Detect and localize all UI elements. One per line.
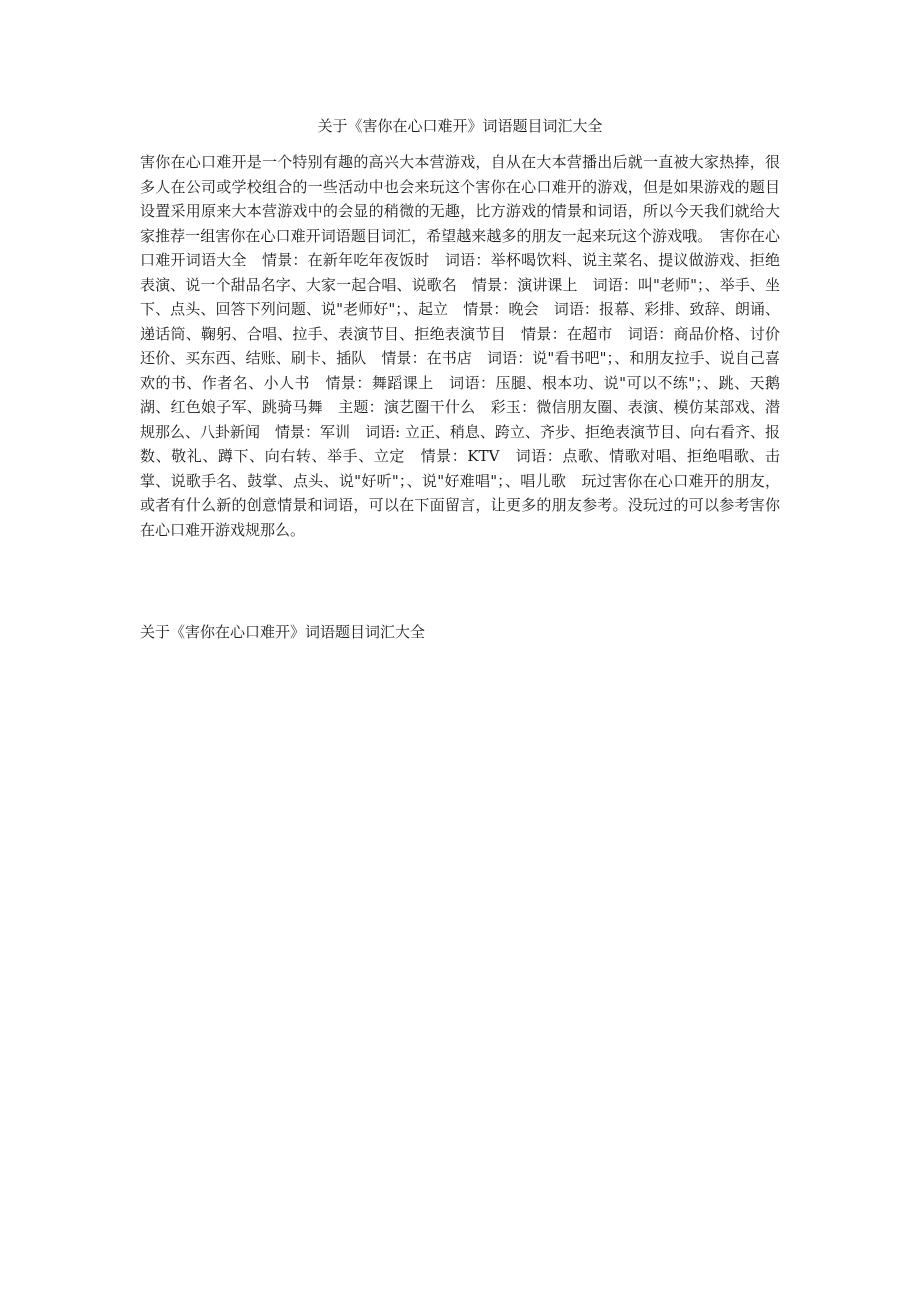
document-body-paragraph: 害你在心口难开是一个特别有趣的高兴大本营游戏，自从在大本营播出后就一直被大家热捧，很多人在公司或学校组合的一些活动中也会来玩这个害你在心口难开的游戏，但是如果游戏的题目设置采用原来大本营游戏中的会显的稍微的无趣，比方游戏的情景和词语，所以今天我们就给大家推荐一组害你在心口难开词语题目词汇，希望越来越多的朋友一起来玩这个游戏哦。 害你在心口难开词语大全 情景：在新年吃年夜饭时 词语：举杯喝饮料、说主菜名、提议做游戏、拒绝表演、说一个甜品名字、大家一起合唱、说歌名 情景：演讲课上 词语：叫"老师"；、举手、坐下、点头、回答下列问题、说"老师好"；、起立 情景：晚会 词语：报幕、彩排、致辞、朗诵、递话筒、鞠躬、合唱、拉手、表演节目、拒绝表演节目 情景：在超市 词语：商品价格、讨价还价、买东西、结账、刷卡、插队 情景：在书店 词语：说"看书吧"；、和朋友拉手、说自己喜欢的书、作者名、小人书 情景：舞蹈课上 词语：压腿、根本功、说"可以不练"；、跳、天鹅湖、红色娘子军、跳骑马舞 主题：演艺圈干什么 彩玉：微信朋友圈、表演、模仿某部戏、潜规那么、八卦新闻 情景：军训 词语: 立正、稍息、跨立、齐步、拒绝表演节目、向右看齐、报数、敬礼、蹲下、向右转、举手、立定 情景：KTV 词语：点歌、情歌对唱、拒绝唱歌、击掌、说歌手名、鼓掌、点头、说"好听"；、说"好难唱"；、唱儿歌 玩过害你在心口难开的朋友，或者有什么新的创意情景和词语，可以在下面留言，让更多的朋友参考。没玩过的可以参考害你在心口难开游戏规那么。	[140, 153, 780, 539]
document-footer-title: 关于《害你在心口难开》词语题目词汇大全	[140, 623, 426, 641]
document-title: 关于《害你在心口难开》词语题目词汇大全	[317, 117, 603, 135]
